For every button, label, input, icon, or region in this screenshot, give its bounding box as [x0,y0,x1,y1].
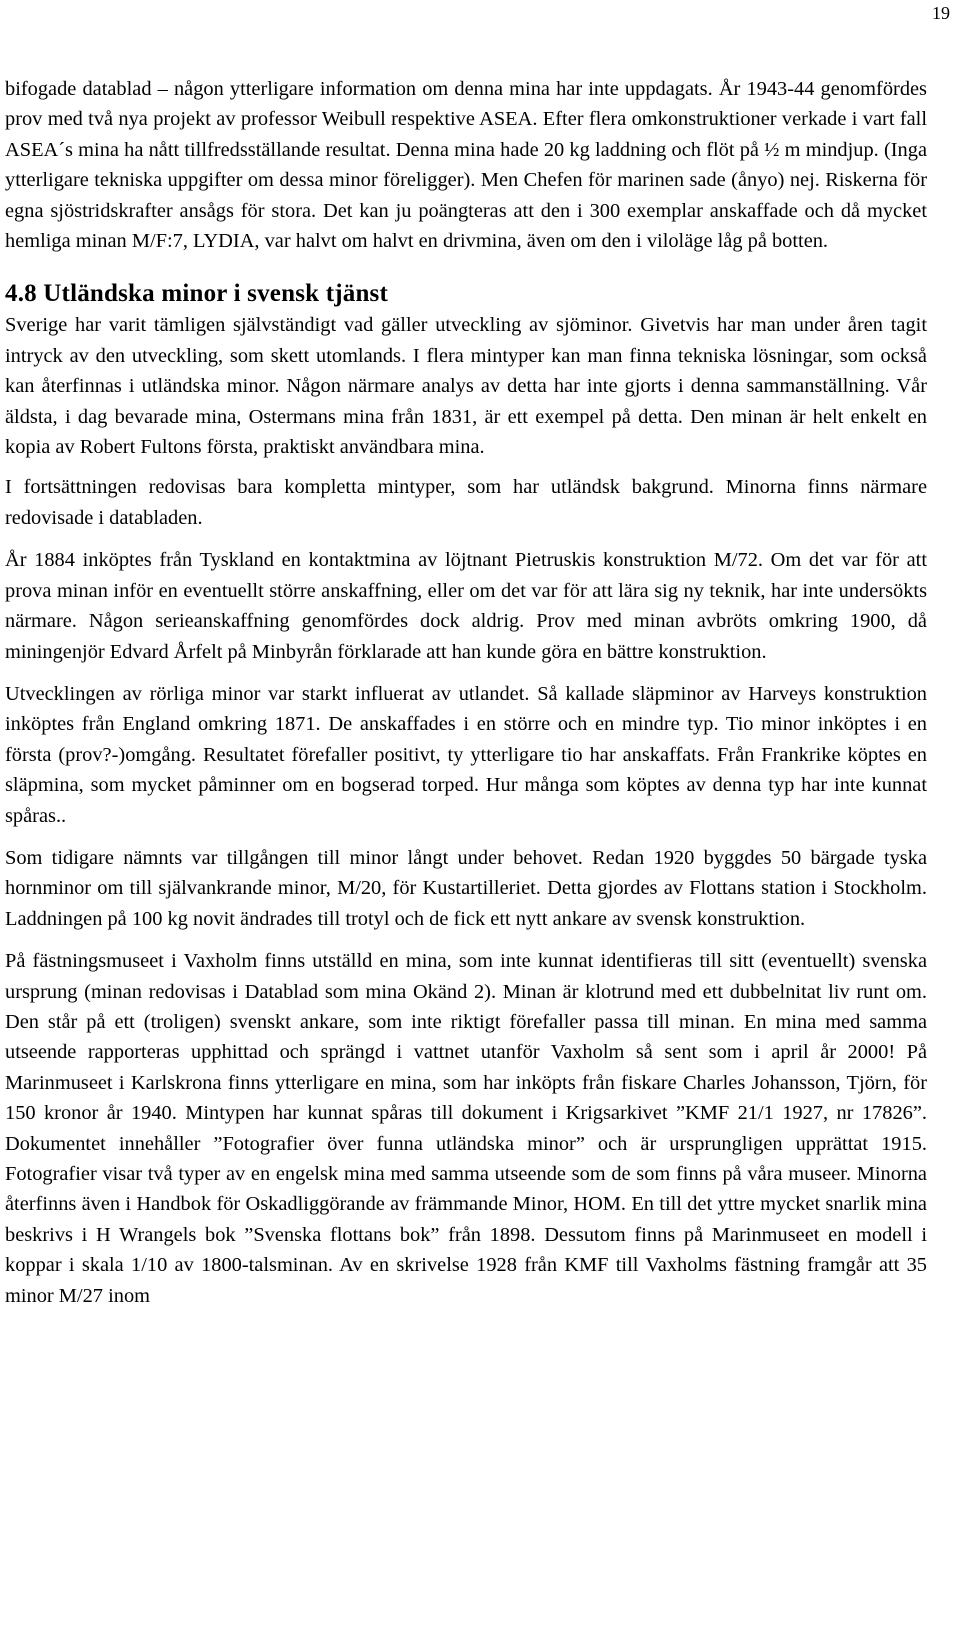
section-paragraph-1: Sverige har varit tämligen självständigt vad gäller utveckling av sjöminor. Givetvis har man under åren tagit intryck av den utveckling, som skett utomlands. I flera mintyper kan man finna tekniska lösningar, som också kan återfinnas i utländska minor. Någon närmare analys av detta har inte gjorts i denna sammanställning. Vår äldsta, i dag bevarade mina, Ostermans mina från 1831, är ett exempel på detta. Den minan är helt enkelt en kopia av Robert Fultons första, praktiskt användbara mina. [5,314,927,459]
section-paragraph-5: Som tidigare nämnts var tillgången till minor långt under behovet. Redan 1920 byggdes 50 bärgade tyska hornminor om till självankrande minor, M/20, för Kustartilleriet. Detta gjordes av Flottans station i Stockholm. Laddningen på 100 kg novit ändrades till trotyl och de fick ett nytt ankare av svensk konstruktion. [5,846,927,930]
section-paragraph-6: På fästningsmuseet i Vaxholm finns utställd en mina, som inte kunnat identifieras till sitt (eventuellt) svenska ursprung (minan redovisas i Datablad som mina Okänd 2). Minan är klotrund med ett dubbelnitat liv runt om. Den står på ett (troligen) svenskt ankare, som inte riktigt förefaller passa till minan. En mina med samma utseende rapporteras upphittad och sprängd i vattnet utanför Vaxholm så sent som i april år 2000! På Marinmuseet i Karlskrona finns ytterligare en mina, som har inköpts från fiskare Charles Johansson, Tjörn, för 150 kronor år 1940. Mintypen har kunnat spåras till dokument i Krigsarkivet ”KMF 21/1 1927, nr 17826”. Dokumentet innehåller ”Fotografier över funna utländska minor” och är ursprungligen upprättat 1915. Fotografier visar två typer av en engelsk mina med samma utseende som de som finns på våra museer. Minorna återfinns även i Handbok för Oskadliggörande av främmande Minor, HOM. En till det yttre mycket snarlik mina beskrivs i H Wrangels bok ”Svenska flottans bok” från 1898. Dessutom finns på Marinmuseet en modell i koppar i skala 1/10 av 1800-talsminan. Av en skrivelse 1928 från KMF till Vaxholms fästning framgår att 35 minor M/27 inom [5,950,927,1307]
section-paragraph-2: I fortsättningen redovisas bara kompletta mintyper, som har utländsk bakgrund. Minorna finns närmare redovisade i databladen. [5,476,927,529]
section-heading: 4.8 Utländska minor i svensk tjänst [5,280,389,308]
section-paragraph-3: År 1884 inköptes från Tyskland en kontaktmina av löjtnant Pietruskis konstruktion M/72. Om det var för att prova minan inför en eventuellt större anskaffning, eller om det var för att lära sig ny teknik, har inte undersökts närmare. Någon serieanskaffning genomfördes dock aldrig. Prov med minan avbröts omkring 1900, då miningenjör Edvard Årfelt på Minbyrån förklarade att han kunde göra en bättre konstruktion. [5,549,927,663]
intro-paragraph: bifogade datablad – någon ytterligare information om denna mina har inte uppdagats. År 1943-44 genomfördes prov med två nya projekt av professor Weibull respektive ASEA. Efter flera omkonstruktioner verkade i vart fall ASEA´s mina ha nått tillfredsställande resultat. Denna mina hade 20 kg laddning och flöt på ½ m mindjup. (Inga ytterligare tekniska uppgifter om dessa minor föreligger). Men Chefen för marinen sade (ånyo) nej. Riskerna för egna sjöstridskrafter ansågs för stora. Det kan ju poängteras att den i 300 exemplar anskaffade och då mycket hemliga minan M/F:7, LYDIA, var halvt om halvt en drivmina, även om den i viloläge låg på botten. [5,78,927,253]
page-number: 19 [932,3,950,23]
page-body [5,74,927,1321]
section-paragraph-4: Utvecklingen av rörliga minor var starkt influerat av utlandet. Så kallade släpminor av Harveys konstruktion inköptes från England omkring 1871. De anskaffades i en större och en mindre typ. Tio minor inköptes i en första (prov?-)omgång. Resultatet förefaller positivt, ty ytterligare tio har anskaffats. Från Frankrike köptes en släpmina, som mycket påminner om en bogserad torped. Hur många som köptes av denna typ har inte kunnat spåras.. [5,682,927,827]
